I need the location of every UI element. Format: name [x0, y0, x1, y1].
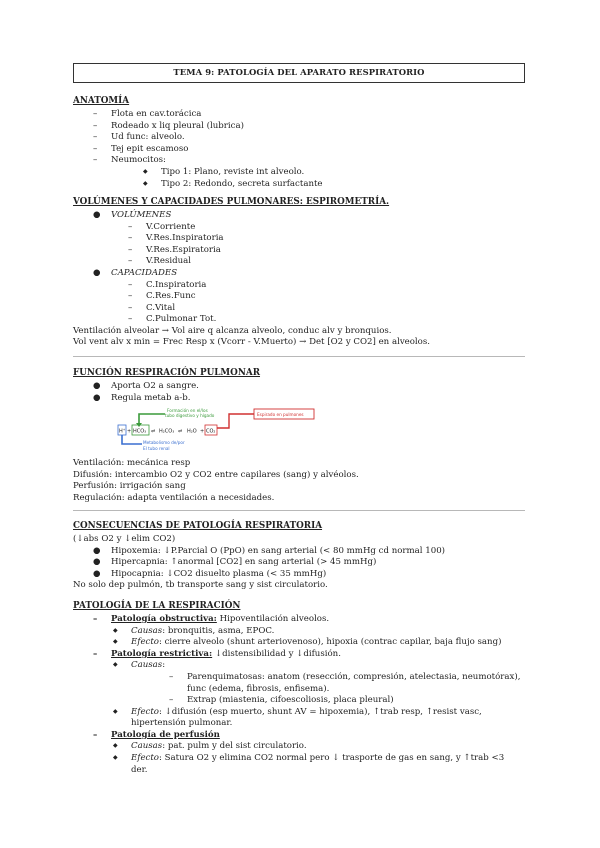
list-item: – C.Res.Func: [128, 291, 196, 302]
list-item: ◆ Efecto: Satura O2 y elimina CO2 normal pero ↓ trasporte de gas en sang, y ↑trab <3: [113, 753, 505, 764]
list-item: ● Regula metab a-b.: [93, 392, 191, 403]
divider: [73, 510, 525, 511]
list-item: – Rodeado x liq pleural (lubrica): [93, 120, 244, 131]
svg-text:⇌: ⇌: [178, 428, 183, 435]
diagram-blue-arrow: [122, 435, 142, 444]
heading-funcion: FUNCIÓN RESPIRACIÓN PULMONAR: [73, 368, 261, 378]
divider: [73, 356, 525, 357]
list-item: ◆ Efecto: cierre alveolo (shunt arteriovenoso), hipoxia (contrac capilar, baja flujo sang): [113, 637, 502, 648]
list-item: ◆ Tipo 2: Redondo, secreta surfactante: [143, 178, 323, 189]
text-line: Perfusión: irrigación sang: [73, 481, 186, 492]
diagram-co2: CO₂: [206, 428, 216, 435]
list-item: – V.Residual: [128, 256, 192, 267]
section-consecuencias: [73, 521, 533, 592]
section-volumenes: [73, 197, 533, 349]
diagram-green-arrow: [139, 414, 165, 424]
svg-text:+: +: [127, 428, 132, 435]
diagram-h: H⁺: [119, 428, 126, 435]
svg-text:+: +: [200, 428, 205, 435]
diagram-h2o: H₂O: [187, 428, 197, 435]
diagram-bottom-label-2: El tubo renal: [143, 446, 170, 451]
text-line: No solo dep pulmón, tb transporte sang y sist circulatorio.: [73, 580, 328, 591]
list-item: ◆ Causas: pat. pulm y del sist circulatorio.: [113, 741, 307, 752]
diagram-bottom-label-1: Metabolismo de/por: [143, 440, 185, 445]
diagram-right-label: Espirado en pulmones: [257, 412, 304, 417]
svg-text:⇌: ⇌: [151, 428, 156, 435]
list-item: ◆ Causas:: [113, 660, 166, 671]
list-item: ● VOLÚMENES: [93, 209, 172, 220]
list-item: – Extrap (miastenia, cifoescoliosis, placa pleural): [169, 695, 394, 706]
list-item: – Patología obstructiva: Hipoventilación alveolos.: [93, 613, 330, 624]
text-line: Difusión: intercambio O2 y CO2 entre capilares (sang) y alvéolos.: [73, 469, 359, 480]
list-item: – V.Corriente: [128, 221, 196, 232]
diagram-h2co3: H₂CO₃: [159, 428, 175, 435]
diagram-top-label-1: Formación en el/los: [167, 408, 208, 413]
list-item: ● Hipercapnia: ↑anormal [CO2] en sang arterial (> 45 mmHg): [93, 557, 377, 568]
section-anatomia: [73, 96, 533, 190]
list-item: – C.Inspiratoria: [128, 279, 207, 290]
list-item: – Neumocitos:: [93, 155, 166, 166]
heading-volumenes: VOLÚMENES Y CAPACIDADES PULMONARES: ESPIROMETRÍA.: [73, 197, 390, 207]
list-item: – V.Res.Espiratoria: [128, 244, 221, 255]
section-funcion: [73, 368, 533, 404]
list-item: – C.Pulmonar Tot.: [128, 314, 217, 325]
section-funcion-lines: [73, 458, 533, 504]
text-line: Ventilación alveolar → Vol aire q alcanza alveolo, conduc alv y bronquios.: [73, 325, 392, 336]
text-line: Ventilación: mecánica resp: [73, 458, 191, 468]
diagram-red-arrow: [217, 414, 254, 428]
list-item: – V.Res.Inspiratoria: [128, 233, 224, 244]
text-line: (↓abs O2 y ↓elim CO2): [73, 533, 176, 544]
list-item: – Parenquimatosas: anatom (resección, compresión, atelectasia, neumotórax),: [169, 671, 521, 682]
list-item: ● CAPACIDADES: [93, 267, 178, 278]
page-title: TEMA 9: PATOLOGÍA DEL APARATO RESPIRATORIO: [73, 63, 525, 83]
text-line: Vol vent alv x min = Frec Resp x (Vcorr - V.Muerto) → Det [O2 y CO2] en alveolos.: [73, 337, 430, 348]
list-item: – Patología de perfusión: [93, 729, 220, 740]
list-item: – Tej epit escamoso: [93, 143, 189, 154]
list-item: – C.Vital: [128, 302, 176, 313]
heading-consecuencias: CONSECUENCIAS DE PATOLOGÍA RESPIRATORIA: [73, 521, 323, 531]
list-item: – Ud func: alveolo.: [93, 132, 185, 143]
heading-patologia: PATOLOGÍA DE LA RESPIRACIÓN: [73, 601, 241, 611]
acid-base-diagram: [117, 406, 317, 456]
list-item: ● Hipocapnia: ↓CO2 disuelto plasma (< 35 mmHg): [93, 568, 327, 579]
list-item: func (edema, fibrosis, enfisema).: [187, 683, 330, 694]
list-item: – Patología restrictiva: ↓distensibilidad y ↓difusión.: [93, 648, 341, 659]
list-item: ◆ Causas: bronquitis, asma, EPOC.: [113, 625, 275, 636]
list-item: der.: [131, 764, 148, 775]
section-patologia: [73, 601, 533, 776]
list-item: ◆ Tipo 1: Plano, reviste int alveolo.: [143, 166, 305, 177]
list-item: hipertensión pulmonar.: [131, 718, 233, 729]
diagram-top-label-2: tubo digestivo y hígado: [165, 413, 215, 418]
list-item: ● Aporta O2 a sangre.: [93, 380, 199, 391]
heading-anatomia: ANATOMÍA: [73, 96, 130, 106]
list-item: ◆ Efecto: ↓difusión (esp muerto, shunt AV = hipoxemia), ↑trab resp, ↑resist vasc,: [113, 706, 482, 717]
list-item: ● Hipoxemia: ↓P.Parcial O (PpO) en sang arterial (< 80 mmHg cd normal 100): [93, 545, 446, 556]
text-line: Regulación: adapta ventilación a necesidades.: [73, 492, 275, 503]
diagram-hco3: HCO₃: [133, 428, 147, 435]
list-item: – Flota en cav.torácica: [93, 108, 202, 119]
